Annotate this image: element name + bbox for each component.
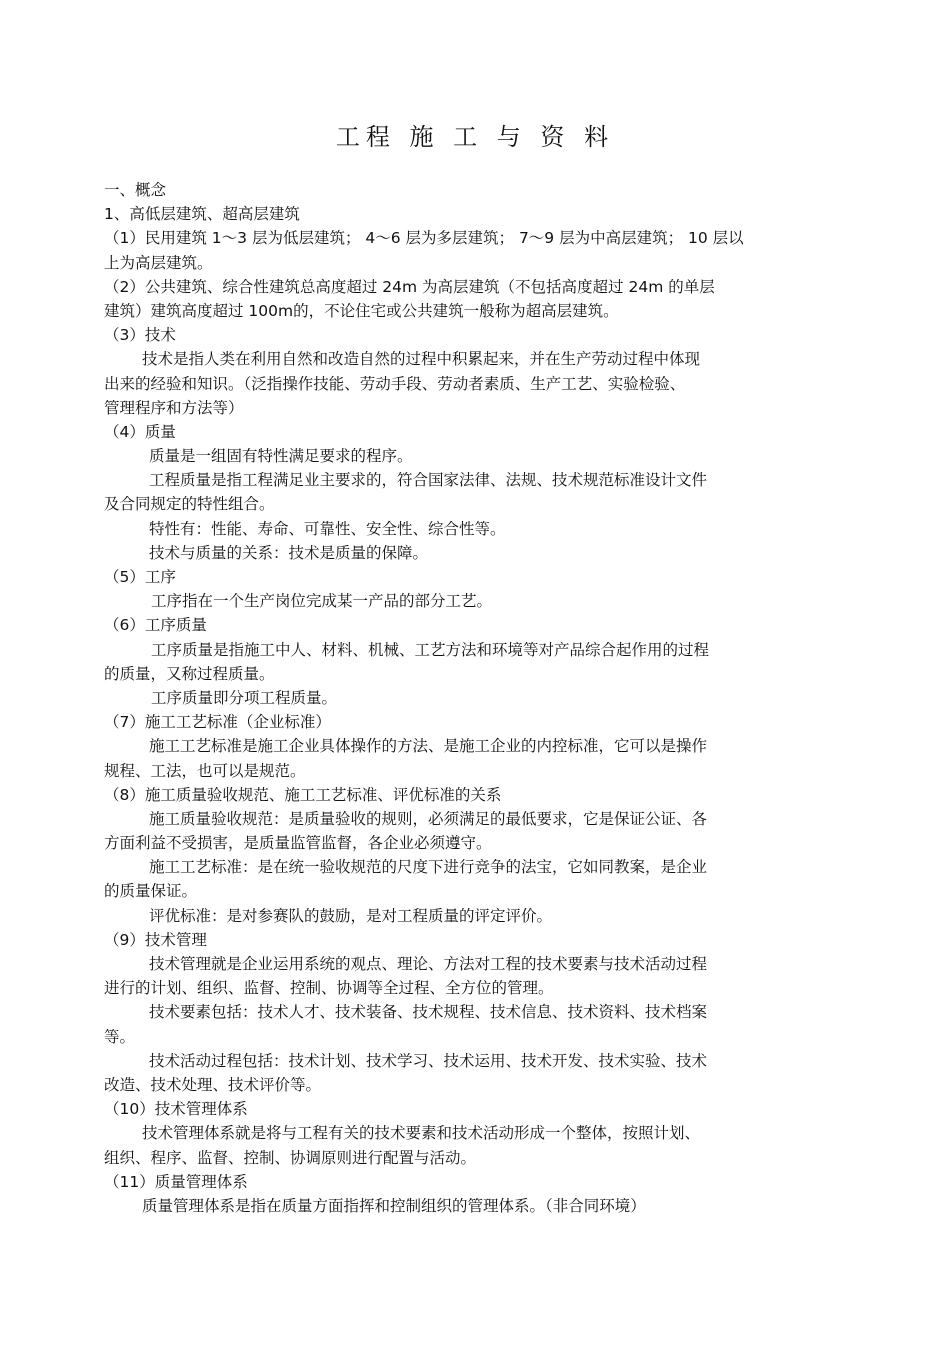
paragraph-line: 技术管理就是企业运用系统的观点、理论、方法对工程的技术要素与技术活动过程	[149, 955, 708, 973]
paragraph-line: 方面利益不受损害，是质量监管监督，各企业必须遵守。	[104, 834, 492, 853]
item-heading: （5）工序	[104, 568, 176, 586]
paragraph-line: 工序指在一个生产岗位完成某一产品的部分工艺。	[151, 592, 493, 611]
paragraph-line: 管理程序和方法等）	[104, 398, 244, 417]
paragraph-line: 进行的计划、组织、监督、控制、协调等全过程、全方位的管理。	[104, 979, 554, 998]
item-heading: （9）技术管理	[104, 930, 207, 949]
paragraph-line: 技术要素包括：技术人才、技术装备、技术规程、技术信息、技术资料、技术档案	[149, 1003, 708, 1022]
paragraph-line: 特性有：性能、寿命、可靠性、安全性、综合性等。	[149, 519, 506, 538]
paragraph-line: 的质量保证。	[104, 882, 198, 901]
item-heading: （10）技术管理体系	[104, 1100, 248, 1119]
paragraph-line: 评优标准：是对参赛队的鼓励，是对工程质量的评定评价。	[149, 906, 553, 925]
paragraph-line: 上为高层建筑。	[104, 253, 213, 272]
paragraph-line: 工程质量是指工程满足业主要求的，符合国家法律、法规、技术规范标准设计文件	[149, 471, 708, 490]
paragraph-line: 施工质量验收规范：是质量验收的规则，必须满足的最低要求，它是保证公证、各	[149, 809, 708, 828]
item-heading: （8）施工质量验收规范、施工工艺标准、评优标准的关系	[104, 785, 502, 804]
item-heading: （3）技术	[104, 326, 176, 345]
paragraph-line: 技术管理体系就是将与工程有关的技术要素和技术活动形成一个整体，按照计划、	[142, 1124, 701, 1143]
paragraph-line: 工序质量是指施工中人、材料、机械、工艺方法和环境等对产品综合起作用的过程	[151, 640, 710, 659]
paragraph-line: 质量是一组固有特性满足要求的程序。	[149, 447, 413, 466]
paragraph-line: （2）公共建筑、综合性建筑总高度超过 24m 为高层建筑（不包括高度超过 24m 的单层	[104, 277, 715, 296]
paragraph-line: 施工工艺标准是施工企业具体操作的方法、是施工企业的内控标准，它可以是操作	[149, 737, 708, 756]
subsection-heading: 1、高低层建筑、超高层建筑	[104, 205, 300, 224]
item-heading: （7）施工工艺标准（企业标准）	[104, 713, 331, 732]
paragraph-line: 规程、工法，也可以是规范。	[104, 761, 306, 780]
paragraph-line: 出来的经验和知识。（泛指操作技能、劳动手段、劳动者素质、生产工艺、实验检验、	[104, 374, 686, 393]
document-title: 工程 施 工 与 资 料	[335, 123, 615, 151]
item-heading: （11）质量管理体系	[104, 1172, 248, 1191]
section-heading: 一、概念	[104, 181, 167, 199]
paragraph-line: （1）民用建筑 1～3 层为低层建筑； 4～6 层为多层建筑； 7～9 层为中高层建筑； 10 层以	[104, 229, 744, 248]
paragraph-line: 技术是指人类在利用自然和改造自然的过程中积累起来，并在生产劳动过程中体现	[142, 350, 701, 369]
paragraph-line: 组织、程序、监督、控制、协调原则进行配置与活动。	[104, 1148, 477, 1167]
paragraph-line: 等。	[104, 1027, 136, 1046]
paragraph-line: 工序质量即分项工程质量。	[151, 688, 338, 707]
paragraph-line: 技术活动过程包括：技术计划、技术学习、技术运用、技术开发、技术实验、技术	[149, 1051, 708, 1070]
paragraph-line: 建筑）建筑高度超过 100m的，不论住宅或公共建筑一般称为超高层建筑。	[104, 301, 619, 320]
paragraph-line: 质量管理体系是指在质量方面指挥和控制组织的管理体系。（非合同环境）	[142, 1196, 646, 1215]
paragraph-line: 及合同规定的特性组合。	[104, 495, 275, 514]
item-heading: （4）质量	[104, 422, 176, 441]
document-body	[104, 178, 848, 1218]
paragraph-line: 改造、技术处理、技术评价等。	[104, 1075, 322, 1094]
paragraph-line: 技术与质量的关系：技术是质量的保障。	[149, 543, 429, 562]
paragraph-line: 的质量，又称过程质量。	[104, 664, 275, 683]
item-heading: （6）工序质量	[104, 616, 207, 635]
paragraph-line: 施工工艺标准：是在统一验收规范的尺度下进行竞争的法宝，它如同教案，是企业	[149, 858, 708, 877]
